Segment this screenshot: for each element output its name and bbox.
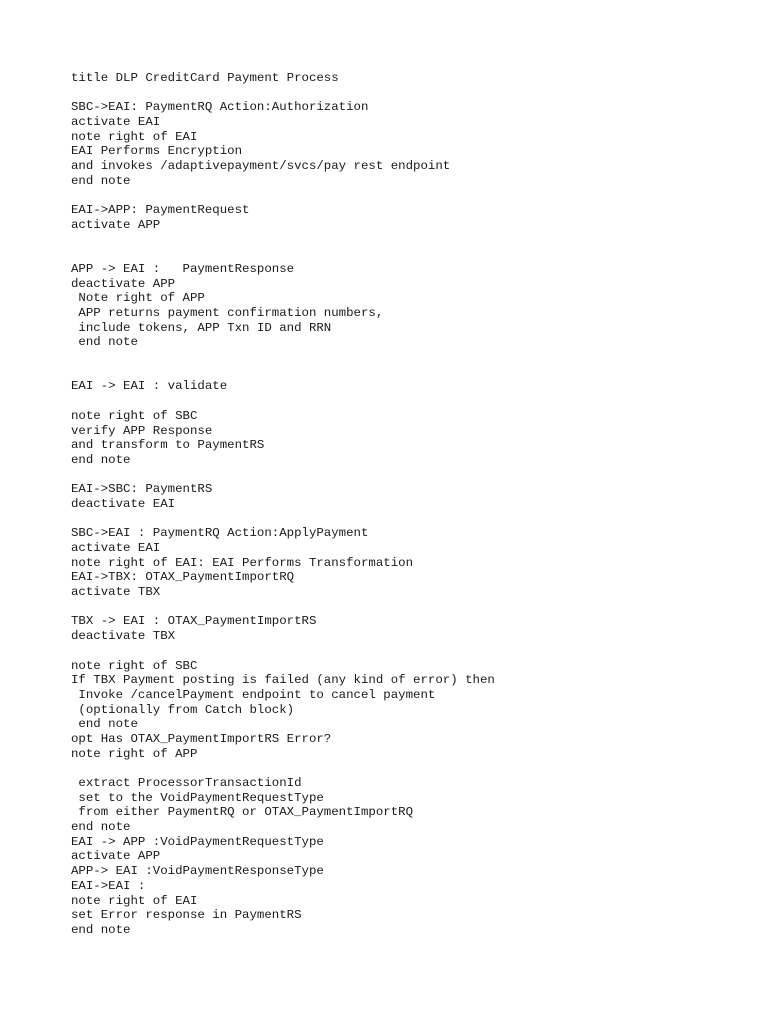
text-line: activate APP (71, 217, 161, 232)
text-line: Invoke /cancelPayment endpoint to cancel payment (71, 687, 436, 702)
text-line: EAI->EAI : (71, 878, 146, 893)
text-line: activate EAI (71, 541, 161, 555)
text-line: end note (71, 820, 131, 835)
text-line: note right of SBC (71, 658, 198, 673)
text-line: (optionally from Catch block) (71, 702, 295, 717)
text-line: and transform to PaymentRS (71, 438, 265, 453)
text-line (71, 247, 495, 262)
text-line: APP returns payment confirmation numbers, (71, 306, 384, 320)
text-line: EAI->APP: PaymentRequest (71, 203, 250, 218)
text-line: note right of EAI: EAI Performs Transformation (71, 555, 414, 570)
text-line (71, 189, 495, 204)
text-line: SBC->EAI : PaymentRQ Action:ApplyPayment (71, 526, 369, 541)
text-line: TBX -> EAI : OTAX_PaymentImportRS (71, 614, 317, 629)
text-line: deactivate APP (71, 276, 176, 291)
text-line: end note (71, 452, 131, 467)
text-line (71, 468, 495, 483)
text-line: set to the VoidPaymentRequestType (71, 790, 324, 805)
text-line: If TBX Payment posting is failed (any kind of error) then (71, 673, 495, 688)
text-line: activate TBX (71, 585, 161, 600)
text-line: note right of SBC (71, 408, 198, 423)
text-line: EAI->SBC: PaymentRS (71, 482, 213, 497)
text-line: from either PaymentRQ or OTAX_PaymentImportRQ (71, 805, 414, 820)
text-line: extract ProcessorTransactionId (71, 776, 302, 790)
text-line: EAI->TBX: OTAX_PaymentImportRQ (71, 570, 295, 585)
text-line: verify APP Response (71, 423, 213, 438)
text-line: and invokes /adaptivepayment/svcs/pay rest endpoint (71, 159, 451, 174)
text-line (71, 350, 495, 365)
text-line: note right of EAI (71, 893, 198, 908)
text-line: opt Has OTAX_PaymentImportRS Error? (71, 731, 332, 746)
text-line (71, 761, 495, 776)
text-line (71, 365, 495, 380)
text-line (71, 512, 495, 527)
text-line (71, 233, 495, 248)
text-line: Note right of APP (71, 291, 205, 306)
text-line: deactivate EAI (71, 496, 176, 511)
text-line (71, 394, 495, 409)
text-line: end note (71, 717, 138, 732)
text-line: end note (71, 922, 131, 937)
text-line: set Error response in PaymentRS (71, 908, 302, 923)
text-line: activate APP (71, 849, 161, 864)
text-line: note right of APP (71, 746, 198, 761)
text-line: APP-> EAI :VoidPaymentResponseType (71, 864, 324, 879)
text-line: activate EAI (71, 115, 161, 130)
text-line (71, 86, 495, 101)
text-line: APP -> EAI : PaymentResponse (71, 261, 295, 276)
text-line: end note (71, 173, 131, 188)
text-line: title DLP CreditCard Payment Process (71, 71, 339, 85)
text-line: EAI Performs Encryption (71, 144, 243, 159)
text-line: EAI -> APP :VoidPaymentRequestType (71, 834, 324, 849)
text-line: note right of EAI (71, 129, 198, 144)
text-line (71, 600, 495, 615)
text-line: EAI -> EAI : validate (71, 379, 228, 394)
text-line: end note (71, 335, 138, 350)
text-line: include tokens, APP Txn ID and RRN (71, 320, 332, 335)
text-line: deactivate TBX (71, 629, 176, 644)
text-line (71, 644, 495, 659)
text-line: SBC->EAI: PaymentRQ Action:Authorization (71, 100, 369, 115)
sequence-diagram-source-text (71, 71, 495, 938)
